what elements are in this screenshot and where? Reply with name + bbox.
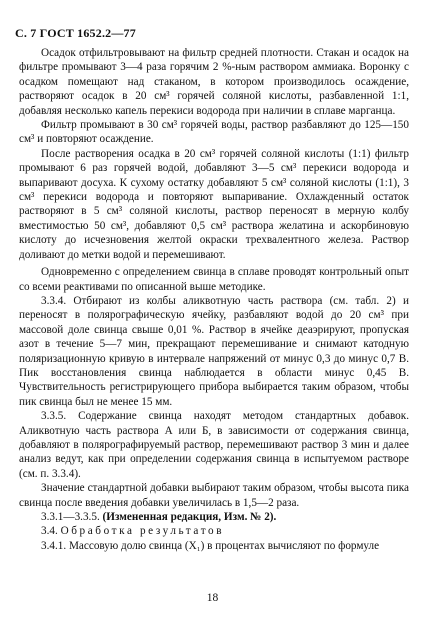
- paragraph-filtering: Осадок отфильтровывают на фильтр средней плотности. Стакан и осадок на фильтре промывают 3—4 раза горячим 2 %-ным раствором аммиака. Воронку с осадком помещают над стаканом, в котором производилось осаждение, растворяют осадок в 20 см³ горячей соляной кислоты, разбавленной 1:1, добавляя несколько капель перекиси водорода при наличии в сплаве марганца.: [19, 47, 409, 117]
- paragraph-filter-wash: Фильтр промывают в 30 см³ горячей воды, раствор разбавляют до 125—150 см³ и повторяют осаждение.: [19, 119, 409, 146]
- section-title: Обработка результатов: [60, 525, 225, 538]
- section-heading: [19, 524, 409, 538]
- amendment-note: [19, 510, 409, 524]
- amendment-prefix: 3.3.1—3.3.5.: [41, 511, 103, 523]
- paragraph-dissolution: После растворения осадка в 20 см³ горячей соляной кислоты (1:1) фильтр промывают 6 раз горячей водой, добавляют 3—5 см³ перекиси водорода и выпаривают досуха. К сухому остатку добавляют 5 см³ соляной кислоты (1:1), 3 см³ перекиси водорода и повторяют выпаривание. Охлажденный остаток растворяют в 5 см³ соляной кислоты, раствор переносят в мерную колбу вместимостью 50 см³, добавляют 0,5 см³ раствора желатина и аскорбиновую кислоту до исчезновения желтой окраски трехвалентного железа. Раствор доливают до метки водой и перемешивают.: [19, 147, 409, 261]
- amendment-bold: (Измененная редакция, Изм. № 2).: [102, 511, 277, 523]
- page-number: 18: [206, 592, 219, 604]
- page-header: С. 7 ГОСТ 1652.2—77: [15, 26, 136, 40]
- paragraph-control-test: Одновременно с определением свинца в сплаве проводят контрольный опыт со всеми реактивами по описанной выше методике.: [19, 266, 409, 293]
- paragraph-3-3-4: 3.3.4. Отбирают из колбы аликвотную часть раствора (см. табл. 2) и переносят в полярографическую ячейку, разбавляют водой до 20 см³ при массовой доле свинца свыше 0,01 %. Раствор в ячейке деаэрируют, пропуская азот в течение 5—7 мин, прекращают перемешивание и снимают катодную поляризационную кривую в интервале напряжений от минус 0,3 до минус 0,7 В. Пик восстановления свинца наблюдается в области минус 0,45 В. Чувствительность регистрирующего прибора выбирается таким образом, чтобы пик свинца был не менее 15 мм.: [19, 294, 409, 408]
- section-number: 3.4.: [41, 525, 58, 538]
- page-content: [19, 46, 409, 553]
- paragraph-standard-addition: Значение стандартной добавки выбирают таким образом, чтобы высота пика свинца после введения добавки увеличилась в 1,5—2 раза.: [19, 482, 409, 509]
- paragraph-3-3-5: 3.3.5. Содержание свинца находят методом стандартных добавок. Аликвотную часть раствора А или Б, в зависимости от содержания свинца, добавляют в полярографируемый раствор, перемешивают раствор 3 мин и далее анализ ведут, как при определении содержания свинца в испытуемом растворе (см. п. 3.3.4).: [19, 410, 409, 480]
- paragraph-formula-intro: 3.4.1. Массовую долю свинца (X₁) в процентах вычисляют по формуле: [41, 539, 380, 552]
